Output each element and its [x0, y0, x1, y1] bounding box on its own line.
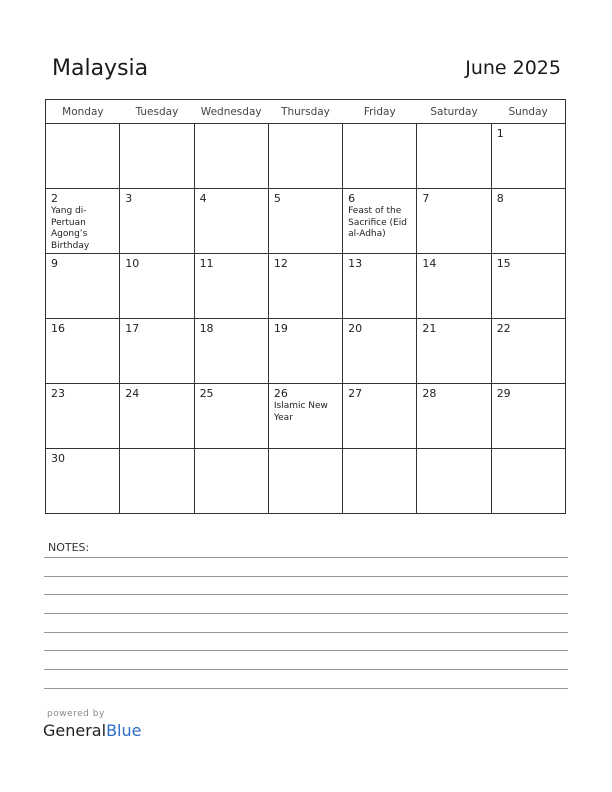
day-number: [417, 449, 490, 452]
day-cell[interactable]: [268, 319, 342, 384]
day-cell[interactable]: [343, 319, 417, 384]
day-number: 2: [51, 192, 58, 205]
day-cell[interactable]: [491, 384, 565, 449]
day-number: 4: [199, 192, 207, 205]
week-row: [46, 384, 566, 449]
day-cell[interactable]: [194, 124, 268, 189]
day-cell[interactable]: [417, 384, 491, 449]
day-number: 23: [51, 387, 65, 400]
day-cell[interactable]: [417, 189, 491, 254]
day-number: 13: [348, 257, 363, 270]
day-cell[interactable]: [343, 449, 417, 514]
day-cell[interactable]: [120, 319, 194, 384]
day-number: [120, 449, 193, 452]
day-cell[interactable]: [46, 384, 120, 449]
day-number: 16: [51, 322, 65, 335]
day-cell[interactable]: [194, 449, 268, 514]
powered-by-text: powered by: [47, 709, 105, 719]
day-cell[interactable]: [417, 319, 491, 384]
weekday-header-row: [46, 100, 566, 124]
day-number: [417, 124, 490, 127]
week-row: [46, 449, 566, 514]
calendar-month-title: June 2025: [465, 57, 561, 79]
note-line: [44, 669, 568, 670]
day-cell[interactable]: [46, 449, 120, 514]
calendar-country-title: Malaysia: [52, 56, 149, 81]
day-number: [492, 449, 565, 452]
day-number: 12: [273, 257, 288, 270]
day-number: 3: [125, 192, 133, 205]
day-number: 7: [422, 192, 430, 205]
day-number: 22: [496, 322, 511, 335]
day-cell[interactable]: [46, 189, 120, 254]
day-number: 28: [422, 387, 437, 400]
weekday-header: Monday: [46, 100, 120, 124]
day-number: 27: [348, 387, 363, 400]
weekday-header: Saturday: [417, 100, 491, 124]
day-number: 10: [125, 257, 140, 270]
day-cell[interactable]: [194, 319, 268, 384]
day-number: [195, 449, 268, 452]
day-cell[interactable]: [194, 189, 268, 254]
day-number: [269, 124, 342, 127]
day-cell[interactable]: [268, 189, 342, 254]
holiday-label: Islamic New Year: [273, 401, 328, 423]
notes-label: NOTES:: [48, 541, 90, 554]
day-number: [269, 449, 342, 452]
day-number: 21: [422, 322, 437, 335]
day-cell[interactable]: [120, 384, 194, 449]
note-line: [44, 594, 568, 595]
day-cell[interactable]: [491, 189, 565, 254]
day-cell[interactable]: [491, 124, 565, 189]
day-number: 9: [51, 257, 58, 270]
day-cell[interactable]: [120, 254, 194, 319]
day-cell[interactable]: [46, 254, 120, 319]
week-row: [46, 254, 566, 319]
day-number: [120, 124, 193, 127]
day-number: 20: [348, 322, 363, 335]
note-line: [44, 557, 568, 558]
day-number: [195, 124, 268, 127]
brand-name-part1: General: [43, 721, 107, 740]
day-cell[interactable]: [417, 449, 491, 514]
holiday-label: Feast of the Sacrifice (Eid al-Adha): [348, 206, 407, 239]
brand-name-part2: Blue: [106, 721, 142, 740]
week-row: [46, 189, 566, 254]
day-number: [46, 124, 119, 127]
day-cell[interactable]: [343, 384, 417, 449]
note-line: [44, 632, 568, 633]
weekday-header: Wednesday: [194, 100, 268, 124]
day-cell[interactable]: [268, 124, 342, 189]
day-cell[interactable]: [46, 124, 120, 189]
day-number: [343, 449, 416, 452]
day-number: 26: [273, 387, 288, 400]
day-number: 30: [51, 452, 65, 465]
weekday-header: Friday: [343, 100, 417, 124]
day-cell[interactable]: [491, 254, 565, 319]
note-line: [44, 688, 568, 689]
day-cell[interactable]: [268, 254, 342, 319]
brand-logo[interactable]: [43, 721, 141, 740]
note-line: [44, 576, 568, 577]
day-cell[interactable]: [343, 254, 417, 319]
week-row: [46, 124, 566, 189]
day-number: 19: [273, 322, 288, 335]
day-number: 8: [496, 192, 504, 205]
day-number: 25: [199, 387, 214, 400]
note-line: [44, 650, 568, 651]
day-number: 6: [348, 192, 356, 205]
day-number: 5: [273, 192, 281, 205]
day-number: 1: [496, 127, 504, 140]
note-line: [44, 613, 568, 614]
calendar-grid: [45, 99, 566, 514]
day-cell[interactable]: [120, 189, 194, 254]
holiday-label: Yang di-Pertuan Agong’s Birthday: [51, 206, 90, 251]
week-row: [46, 319, 566, 384]
day-cell[interactable]: [343, 124, 417, 189]
day-cell[interactable]: [194, 384, 268, 449]
day-number: 11: [199, 257, 214, 270]
day-cell[interactable]: [343, 189, 417, 254]
day-cell[interactable]: [268, 384, 342, 449]
day-number: 24: [125, 387, 140, 400]
weekday-header: Sunday: [491, 100, 565, 124]
day-cell[interactable]: [120, 124, 194, 189]
day-number: 29: [496, 387, 511, 400]
weekday-header: Tuesday: [120, 100, 194, 124]
day-cell[interactable]: [417, 124, 491, 189]
day-cell[interactable]: [491, 449, 565, 514]
day-cell[interactable]: [268, 449, 342, 514]
day-number: 18: [199, 322, 214, 335]
day-cell[interactable]: [491, 319, 565, 384]
day-cell[interactable]: [120, 449, 194, 514]
day-cell[interactable]: [46, 319, 120, 384]
day-number: 15: [496, 257, 511, 270]
weekday-header: Thursday: [268, 100, 342, 124]
day-number: 17: [125, 322, 140, 335]
day-cell[interactable]: [417, 254, 491, 319]
day-cell[interactable]: [194, 254, 268, 319]
day-number: [343, 124, 416, 127]
day-number: 14: [422, 257, 437, 270]
